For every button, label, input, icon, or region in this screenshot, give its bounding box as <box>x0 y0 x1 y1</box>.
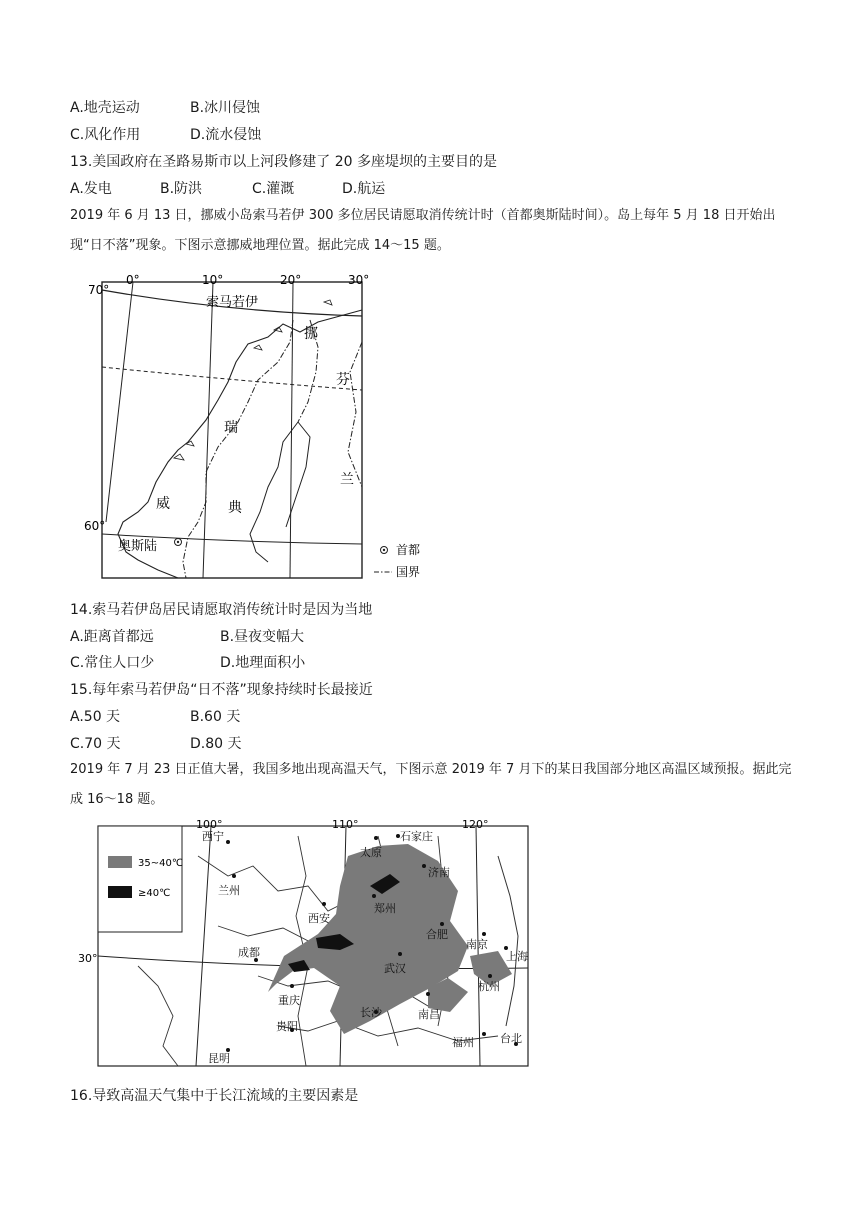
city-chongqing: 重庆 <box>278 994 300 1007</box>
city-dot <box>482 932 486 936</box>
city-dot <box>426 992 430 996</box>
city-dot <box>488 974 492 978</box>
legend-capital-label: 首都 <box>396 543 421 557</box>
norway-label-1: 挪 <box>304 326 318 342</box>
lon-100-label: 100° <box>196 818 223 831</box>
q12-options-row1 <box>70 99 260 117</box>
finland-label-2: 兰 <box>340 472 354 488</box>
legend-hot-label: 35~40℃ <box>138 858 184 869</box>
q13-stem: 13.美国政府在圣路易斯市以上河段修建了 20 多座堤坝的主要目的是 <box>70 154 497 170</box>
norway-label-2: 威 <box>156 496 170 512</box>
city-xining: 西宁 <box>202 830 224 843</box>
q14-option-c: C.常住人口少 <box>70 655 155 671</box>
lon-20-label: 20° <box>280 273 302 287</box>
q13-option-d: D.航运 <box>342 181 386 197</box>
finland-label-1: 芬 <box>336 372 350 388</box>
city-nanjing: 南京 <box>466 938 488 951</box>
city-dot <box>440 922 444 926</box>
city-dot <box>482 1032 486 1036</box>
city-taipei: 台北 <box>500 1032 522 1045</box>
q13-options <box>70 180 385 198</box>
intro-norway: 2019 年 6 月 13 日，挪威小岛索马若伊 300 多位居民请愿取消传统计时（首都奥斯陆时间）。岛上每年 5 月 18 日开始出现“日不落”现象。下图示意挪威地理位置。据此完成 14～15 题。 <box>70 208 776 253</box>
city-zhengzhou: 郑州 <box>374 902 396 915</box>
city-chengdu: 成都 <box>238 946 260 959</box>
city-taiyuan: 太原 <box>360 846 382 859</box>
city-hefei: 合肥 <box>426 928 448 941</box>
lon-10-label: 10° <box>202 273 224 287</box>
city-shijiazhuang: 石家庄 <box>400 830 433 843</box>
q14-stem: 14.索马若伊岛居民请愿取消传统计时是因为当地 <box>70 602 373 618</box>
sweden-label-1: 瑞 <box>224 420 238 436</box>
q13-option-c: C.灌溉 <box>252 181 295 197</box>
lat-70-label: 70° <box>88 283 110 297</box>
city-shanghai: 上海 <box>506 950 528 963</box>
q12-options-row2 <box>70 126 261 144</box>
q15-stem: 15.每年索马若伊岛“日不落”现象持续时长最接近 <box>70 682 373 698</box>
heat-map <box>78 816 532 1070</box>
q15-option-d: D.80 天 <box>190 736 242 752</box>
somaroy-label: 索马若伊 <box>206 295 259 310</box>
legend-extreme-label: ≥40℃ <box>138 888 171 899</box>
q14-option-d: D.地理面积小 <box>220 655 306 671</box>
city-changsha: 长沙 <box>360 1006 382 1019</box>
q14-options-row1 <box>70 628 304 646</box>
city-wuhan: 武汉 <box>384 962 406 975</box>
intro-heatwave: 2019 年 7 月 23 日正值大暑，我国多地出现高温天气，下图示意 2019 年 7 月下的某日我国部分地区高温区域预报。据此完成 16～18 题。 <box>70 762 792 807</box>
lon-0-label: 0° <box>126 273 140 287</box>
city-dot <box>374 836 378 840</box>
city-fuzhou: 福州 <box>452 1036 474 1049</box>
q15-option-c: C.70 天 <box>70 736 121 752</box>
legend-extreme-swatch <box>108 886 132 898</box>
q16-stem: 16.导致高温天气集中于长江流域的主要因素是 <box>70 1088 359 1104</box>
q13-option-b: B.防洪 <box>160 181 203 197</box>
city-dot <box>232 874 236 878</box>
q12-option-a: A.地壳运动 <box>70 100 140 116</box>
q15-options-row1 <box>70 708 240 726</box>
city-guiyang: 贵阳 <box>276 1020 298 1033</box>
sweden-label-2: 典 <box>228 500 242 516</box>
city-jinan: 济南 <box>428 866 450 879</box>
q15-option-a: A.50 天 <box>70 709 121 725</box>
city-dot <box>372 894 376 898</box>
q12-option-d: D.流水侵蚀 <box>190 127 262 143</box>
q14-options-row2 <box>70 654 305 672</box>
lat-30-label: 30° <box>78 952 98 965</box>
legend-hot-swatch <box>108 856 132 868</box>
lon-110-label: 110° <box>332 818 359 831</box>
city-kunming: 昆明 <box>208 1052 230 1065</box>
legend-border-label: 国界 <box>396 565 421 579</box>
lat-60-label: 60° <box>84 519 106 533</box>
city-xian: 西安 <box>308 912 330 925</box>
q15-options-row2 <box>70 735 242 753</box>
norway-map <box>78 272 440 584</box>
q13-option-a: A.发电 <box>70 181 112 197</box>
city-dot <box>322 902 326 906</box>
city-hangzhou: 杭州 <box>478 980 500 993</box>
city-dot <box>398 952 402 956</box>
lon-30-label: 30° <box>348 273 370 287</box>
city-dot <box>290 984 294 988</box>
lon-120-label: 120° <box>462 818 489 831</box>
oslo-label: 奥斯陆 <box>118 539 158 554</box>
q12-option-c: C.风化作用 <box>70 127 141 143</box>
q12-option-b: B.冰川侵蚀 <box>190 100 261 116</box>
q15-option-b: B.60 天 <box>190 709 241 725</box>
city-dot <box>226 840 230 844</box>
city-lanzhou: 兰州 <box>218 884 240 897</box>
q14-option-b: B.昼夜变幅大 <box>220 629 305 645</box>
city-nanchang: 南昌 <box>418 1008 440 1021</box>
q14-option-a: A.距离首都远 <box>70 629 154 645</box>
city-dot <box>422 864 426 868</box>
